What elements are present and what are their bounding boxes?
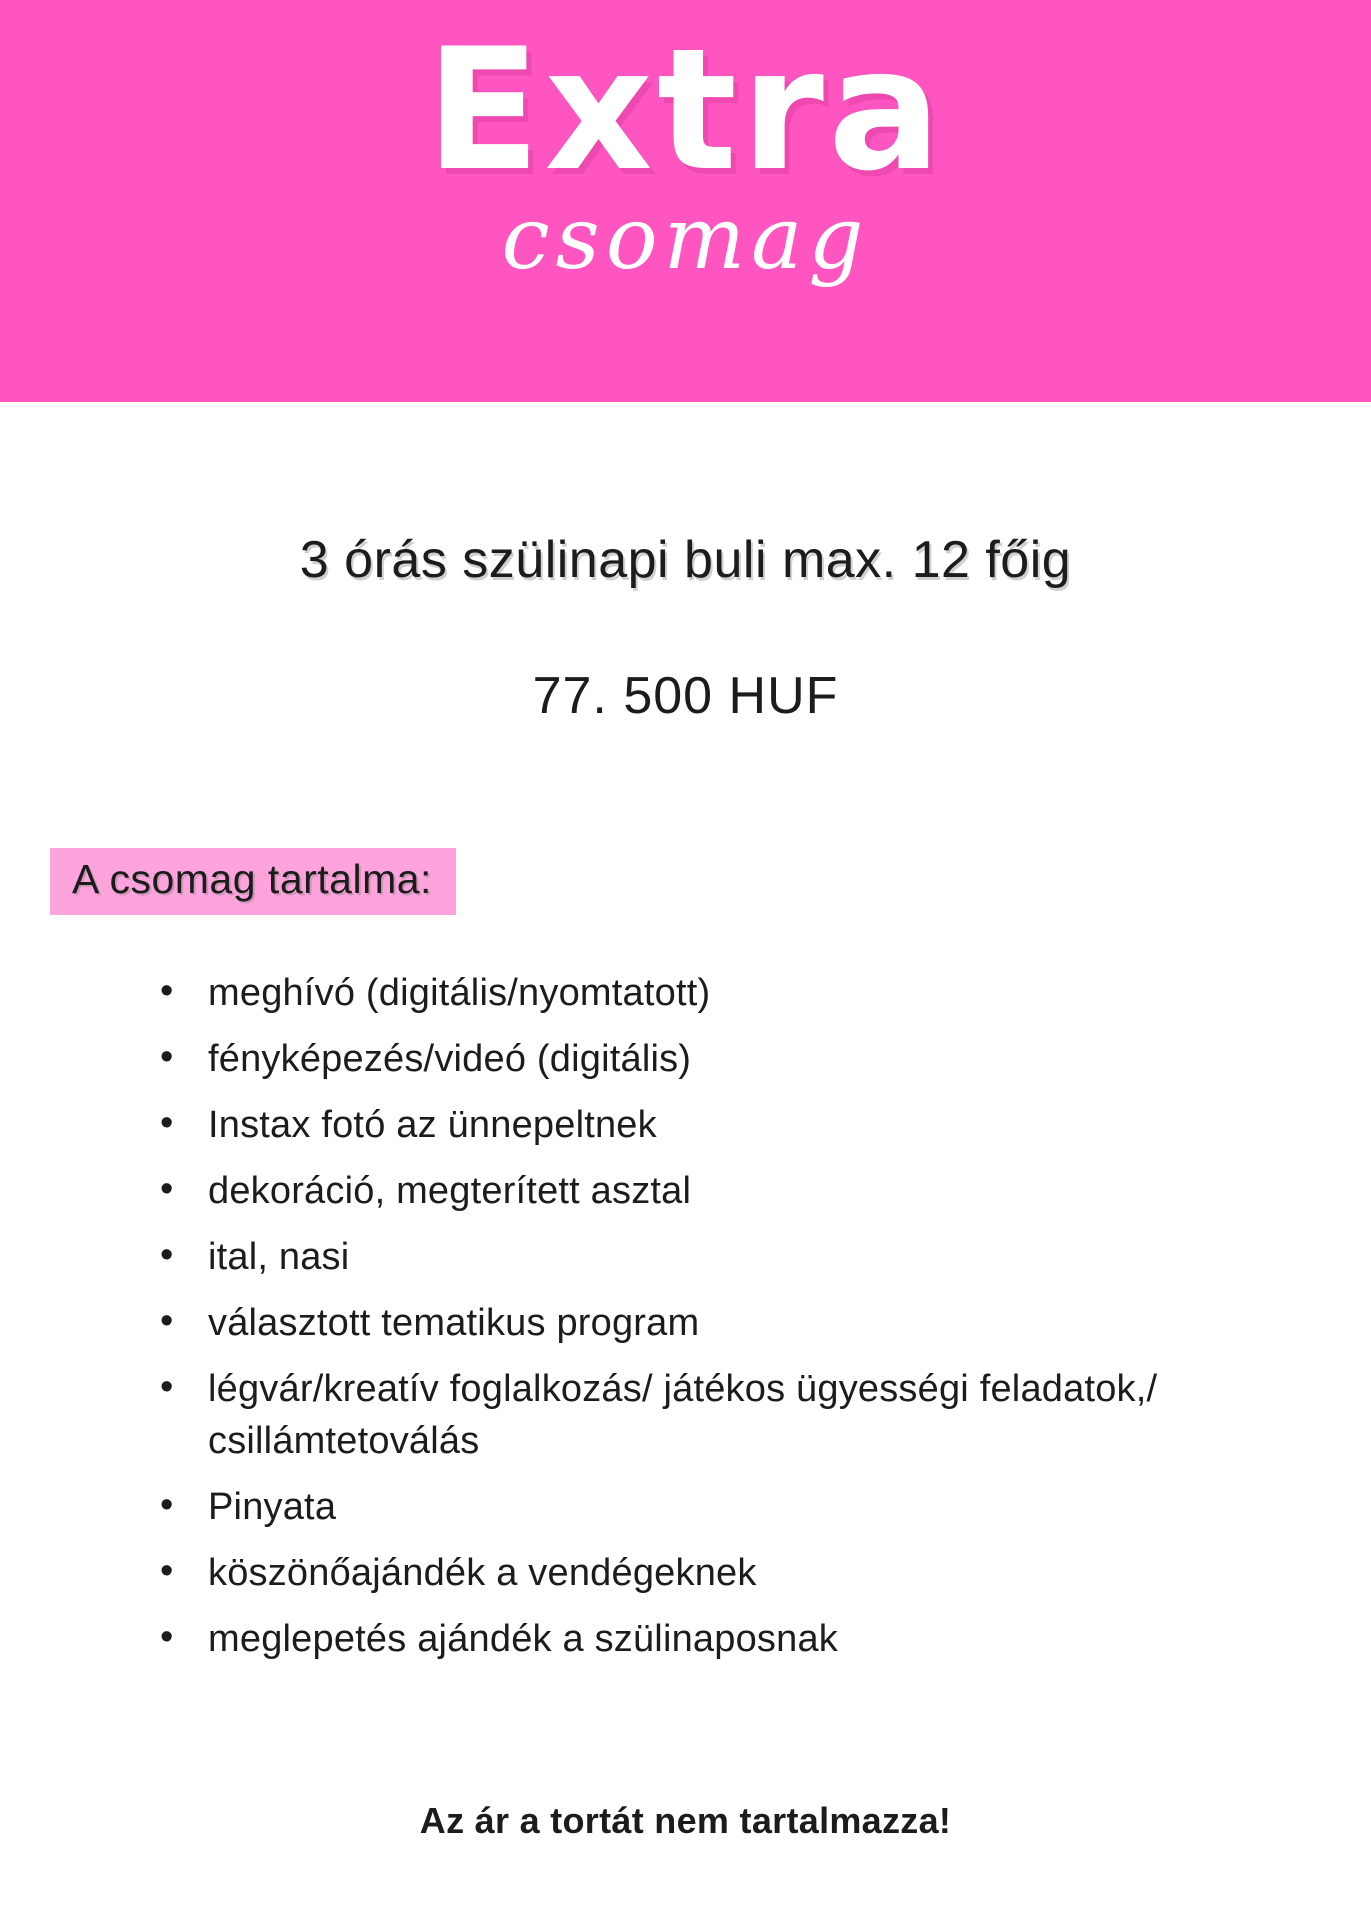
list-item: • légvár/kreatív foglalkozás/ játékos ügyességi feladatok,/ csillámtetoválás: [156, 1363, 1325, 1467]
contents-label: A csomag tartalma:: [50, 848, 456, 915]
poster-header: [0, 0, 1371, 402]
list-item: • fényképezés/videó (digitális): [156, 1033, 1325, 1085]
package-price: 77. 500 HUF: [532, 667, 839, 725]
list-item: • meghívó (digitális/nyomtatott): [156, 967, 1325, 1019]
poster-title: Extra: [425, 12, 946, 208]
list-item: • Pinyata: [156, 1481, 1325, 1533]
list-item: • köszönőajándék a vendégeknek: [156, 1547, 1325, 1599]
list-item: • Instax fotó az ünnepeltnek: [156, 1099, 1325, 1151]
list-item: • meglepetés ajándék a szülinaposnak: [156, 1613, 1325, 1665]
list-item: • ital, nasi: [156, 1231, 1325, 1283]
package-headline: 3 órás szülinapi buli max. 12 főig: [299, 531, 1072, 589]
poster-subtitle: csomag: [501, 189, 870, 290]
price-footnote: Az ár a tortát nem tartalmazza!: [419, 1800, 952, 1841]
poster-body: [0, 530, 1371, 1666]
list-item: • dekoráció, megterített asztal: [156, 1165, 1325, 1217]
list-item: • választott tematikus program: [156, 1297, 1325, 1349]
package-contents-list: [46, 967, 1325, 1666]
contents-label-row: [46, 848, 1325, 915]
